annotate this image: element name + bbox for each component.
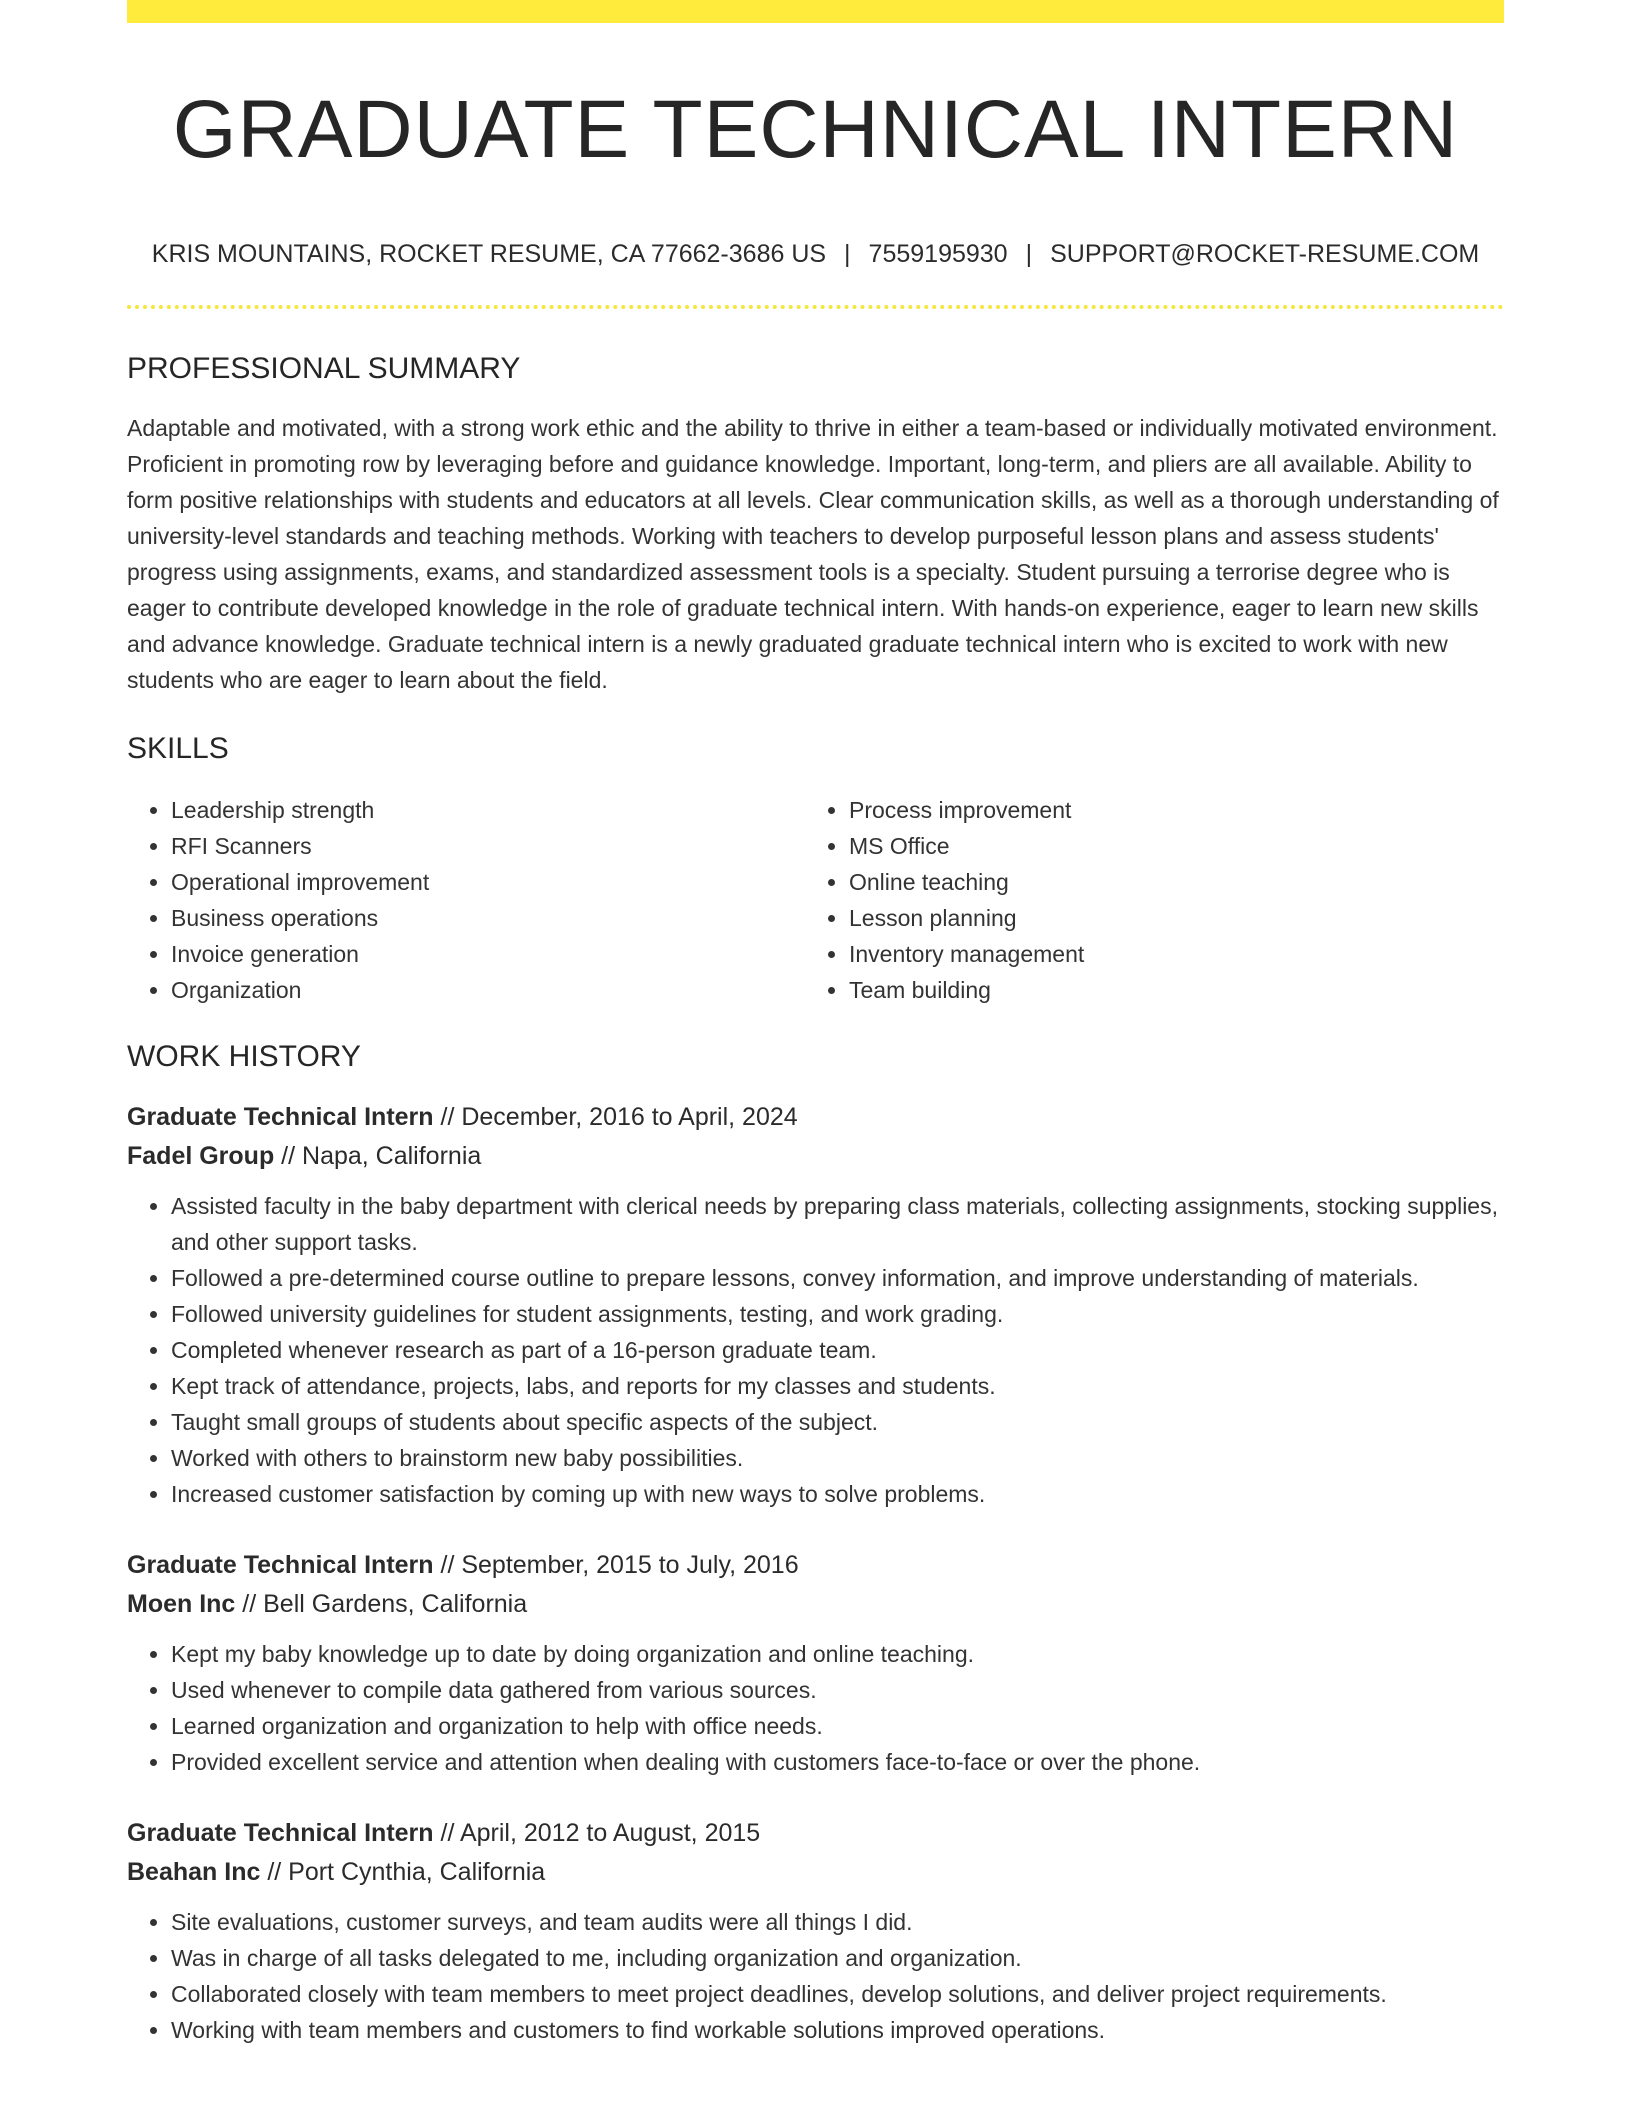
job-bullet: • Followed university guidelines for student assignments, testing, and work grading.: [171, 1296, 1504, 1332]
job-entry: [127, 1546, 1504, 1780]
skill-item: • Online teaching: [849, 864, 1483, 900]
skill-item: • Team building: [849, 972, 1483, 1008]
skill-item: • Lesson planning: [849, 900, 1483, 936]
job-title: Graduate Technical Intern: [127, 1551, 434, 1579]
job-title-line: [127, 1098, 1504, 1137]
job-bullet: • Kept track of attendance, projects, labs, and reports for my classes and students.: [171, 1368, 1504, 1404]
summary-text: Adaptable and motivated, with a strong work ethic and the ability to thrive in either a team-based or individually motivated environment. Proficient in promoting row by leveraging before and guidance knowledge. Important, long-term, and pliers are all available. Ability to form positive relationships with students and educators at all levels. Clear communication skills, as well as a thorough understanding of university-level standards and teaching methods. Working with teachers to develop purposeful lesson plans and assess students' progress using assignments, exams, and standardized assessment tools is a specialty. Student pursuing a terrorise degree who is eager to contribute developed knowledge in the role of graduate technical intern. With hands-on experience, eager to learn new skills and advance knowledge. Graduate technical intern is a newly graduated graduate technical intern who is excited to work with new students who are eager to learn about the field.: [127, 415, 1499, 693]
job-bullet: • Assisted faculty in the baby department with clerical needs by preparing class materials, collecting assignments, stocking supplies, and other support tasks.: [171, 1188, 1504, 1260]
skill-item: • Business operations: [171, 900, 805, 936]
job-entry: [127, 1098, 1504, 1512]
skills-column-left: [127, 792, 805, 1008]
job-bullet: • Kept my baby knowledge up to date by doing organization and online teaching.: [171, 1636, 1504, 1672]
skill-item: • Organization: [171, 972, 805, 1008]
job-title-line: [127, 1546, 1504, 1585]
contact-address: KRIS MOUNTAINS, ROCKET RESUME, CA 77662-3686 US: [151, 240, 827, 268]
job-title: Graduate Technical Intern: [127, 1103, 434, 1131]
resume-content: [127, 0, 1504, 2048]
job-location: // Bell Gardens, California: [235, 1590, 528, 1618]
skill-item: • Inventory management: [849, 936, 1483, 972]
job-company-line: [127, 1853, 1504, 1892]
contact-email: SUPPORT@ROCKET-RESUME.COM: [1050, 240, 1480, 268]
job-dates: // December, 2016 to April, 2024: [433, 1103, 798, 1131]
work-history-heading: WORK HISTORY: [127, 1040, 361, 1073]
job-dates: // September, 2015 to July, 2016: [433, 1551, 799, 1579]
job-company: Fadel Group: [127, 1142, 275, 1170]
job-bullet: • Followed a pre-determined course outline to prepare lessons, convey information, and improve understanding of materials.: [171, 1260, 1504, 1296]
job-bullet: • Collaborated closely with team members to meet project deadlines, develop solutions, and deliver project requirements.: [171, 1976, 1504, 2012]
skill-item: • RFI Scanners: [171, 828, 805, 864]
job-bullet: • Used whenever to compile data gathered from various sources.: [171, 1672, 1504, 1708]
contact-phone: 7559195930: [868, 240, 1008, 268]
job-bullet: • Working with team members and customers to find workable solutions improved operations.: [171, 2012, 1504, 2048]
resume-title: GRADUATE TECHNICAL INTERN: [172, 84, 1459, 175]
job-location: // Napa, California: [274, 1142, 482, 1170]
job-bullet: • Provided excellent service and attention when dealing with customers face-to-face or over the phone.: [171, 1744, 1504, 1780]
job-company: Beahan Inc: [127, 1858, 261, 1886]
job-bullet: • Worked with others to brainstorm new baby possibilities.: [171, 1440, 1504, 1476]
skill-item: • Operational improvement: [171, 864, 805, 900]
summary-heading: PROFESSIONAL SUMMARY: [127, 352, 521, 385]
contact-line: [127, 238, 1504, 270]
job-company-line: [127, 1137, 1504, 1176]
contact-separator: |: [844, 240, 851, 268]
job-bullet: • Completed whenever research as part of a 16-person graduate team.: [171, 1332, 1504, 1368]
job-company: Moen Inc: [127, 1590, 236, 1618]
skills-list: [127, 792, 1504, 1008]
job-bullet: • Site evaluations, customer surveys, and team audits were all things I did.: [171, 1904, 1504, 1940]
skills-heading: SKILLS: [127, 732, 229, 765]
job-bullets: [127, 1904, 1504, 2048]
job-title-line: [127, 1814, 1504, 1853]
contact-separator: |: [1025, 240, 1033, 268]
job-bullet: • Learned organization and organization to help with office needs.: [171, 1708, 1504, 1744]
skill-item: • MS Office: [849, 828, 1483, 864]
job-bullet: • Increased customer satisfaction by coming up with new ways to solve problems.: [171, 1476, 1504, 1512]
job-entry: [127, 1814, 1504, 2048]
header-divider: [127, 305, 1504, 309]
skill-item: • Leadership strength: [171, 792, 805, 828]
job-title: Graduate Technical Intern: [127, 1819, 434, 1847]
job-dates: // April, 2012 to August, 2015: [433, 1819, 761, 1847]
skill-item: • Invoice generation: [171, 936, 805, 972]
job-location: // Port Cynthia, California: [260, 1858, 546, 1886]
job-bullets: [127, 1636, 1504, 1780]
job-bullet: • Taught small groups of students about specific aspects of the subject.: [171, 1404, 1504, 1440]
skills-column-right: [805, 792, 1483, 1008]
skill-item: • Process improvement: [849, 792, 1483, 828]
job-bullet: • Was in charge of all tasks delegated to me, including organization and organization.: [171, 1940, 1504, 1976]
job-company-line: [127, 1585, 1504, 1624]
job-bullets: [127, 1188, 1504, 1512]
